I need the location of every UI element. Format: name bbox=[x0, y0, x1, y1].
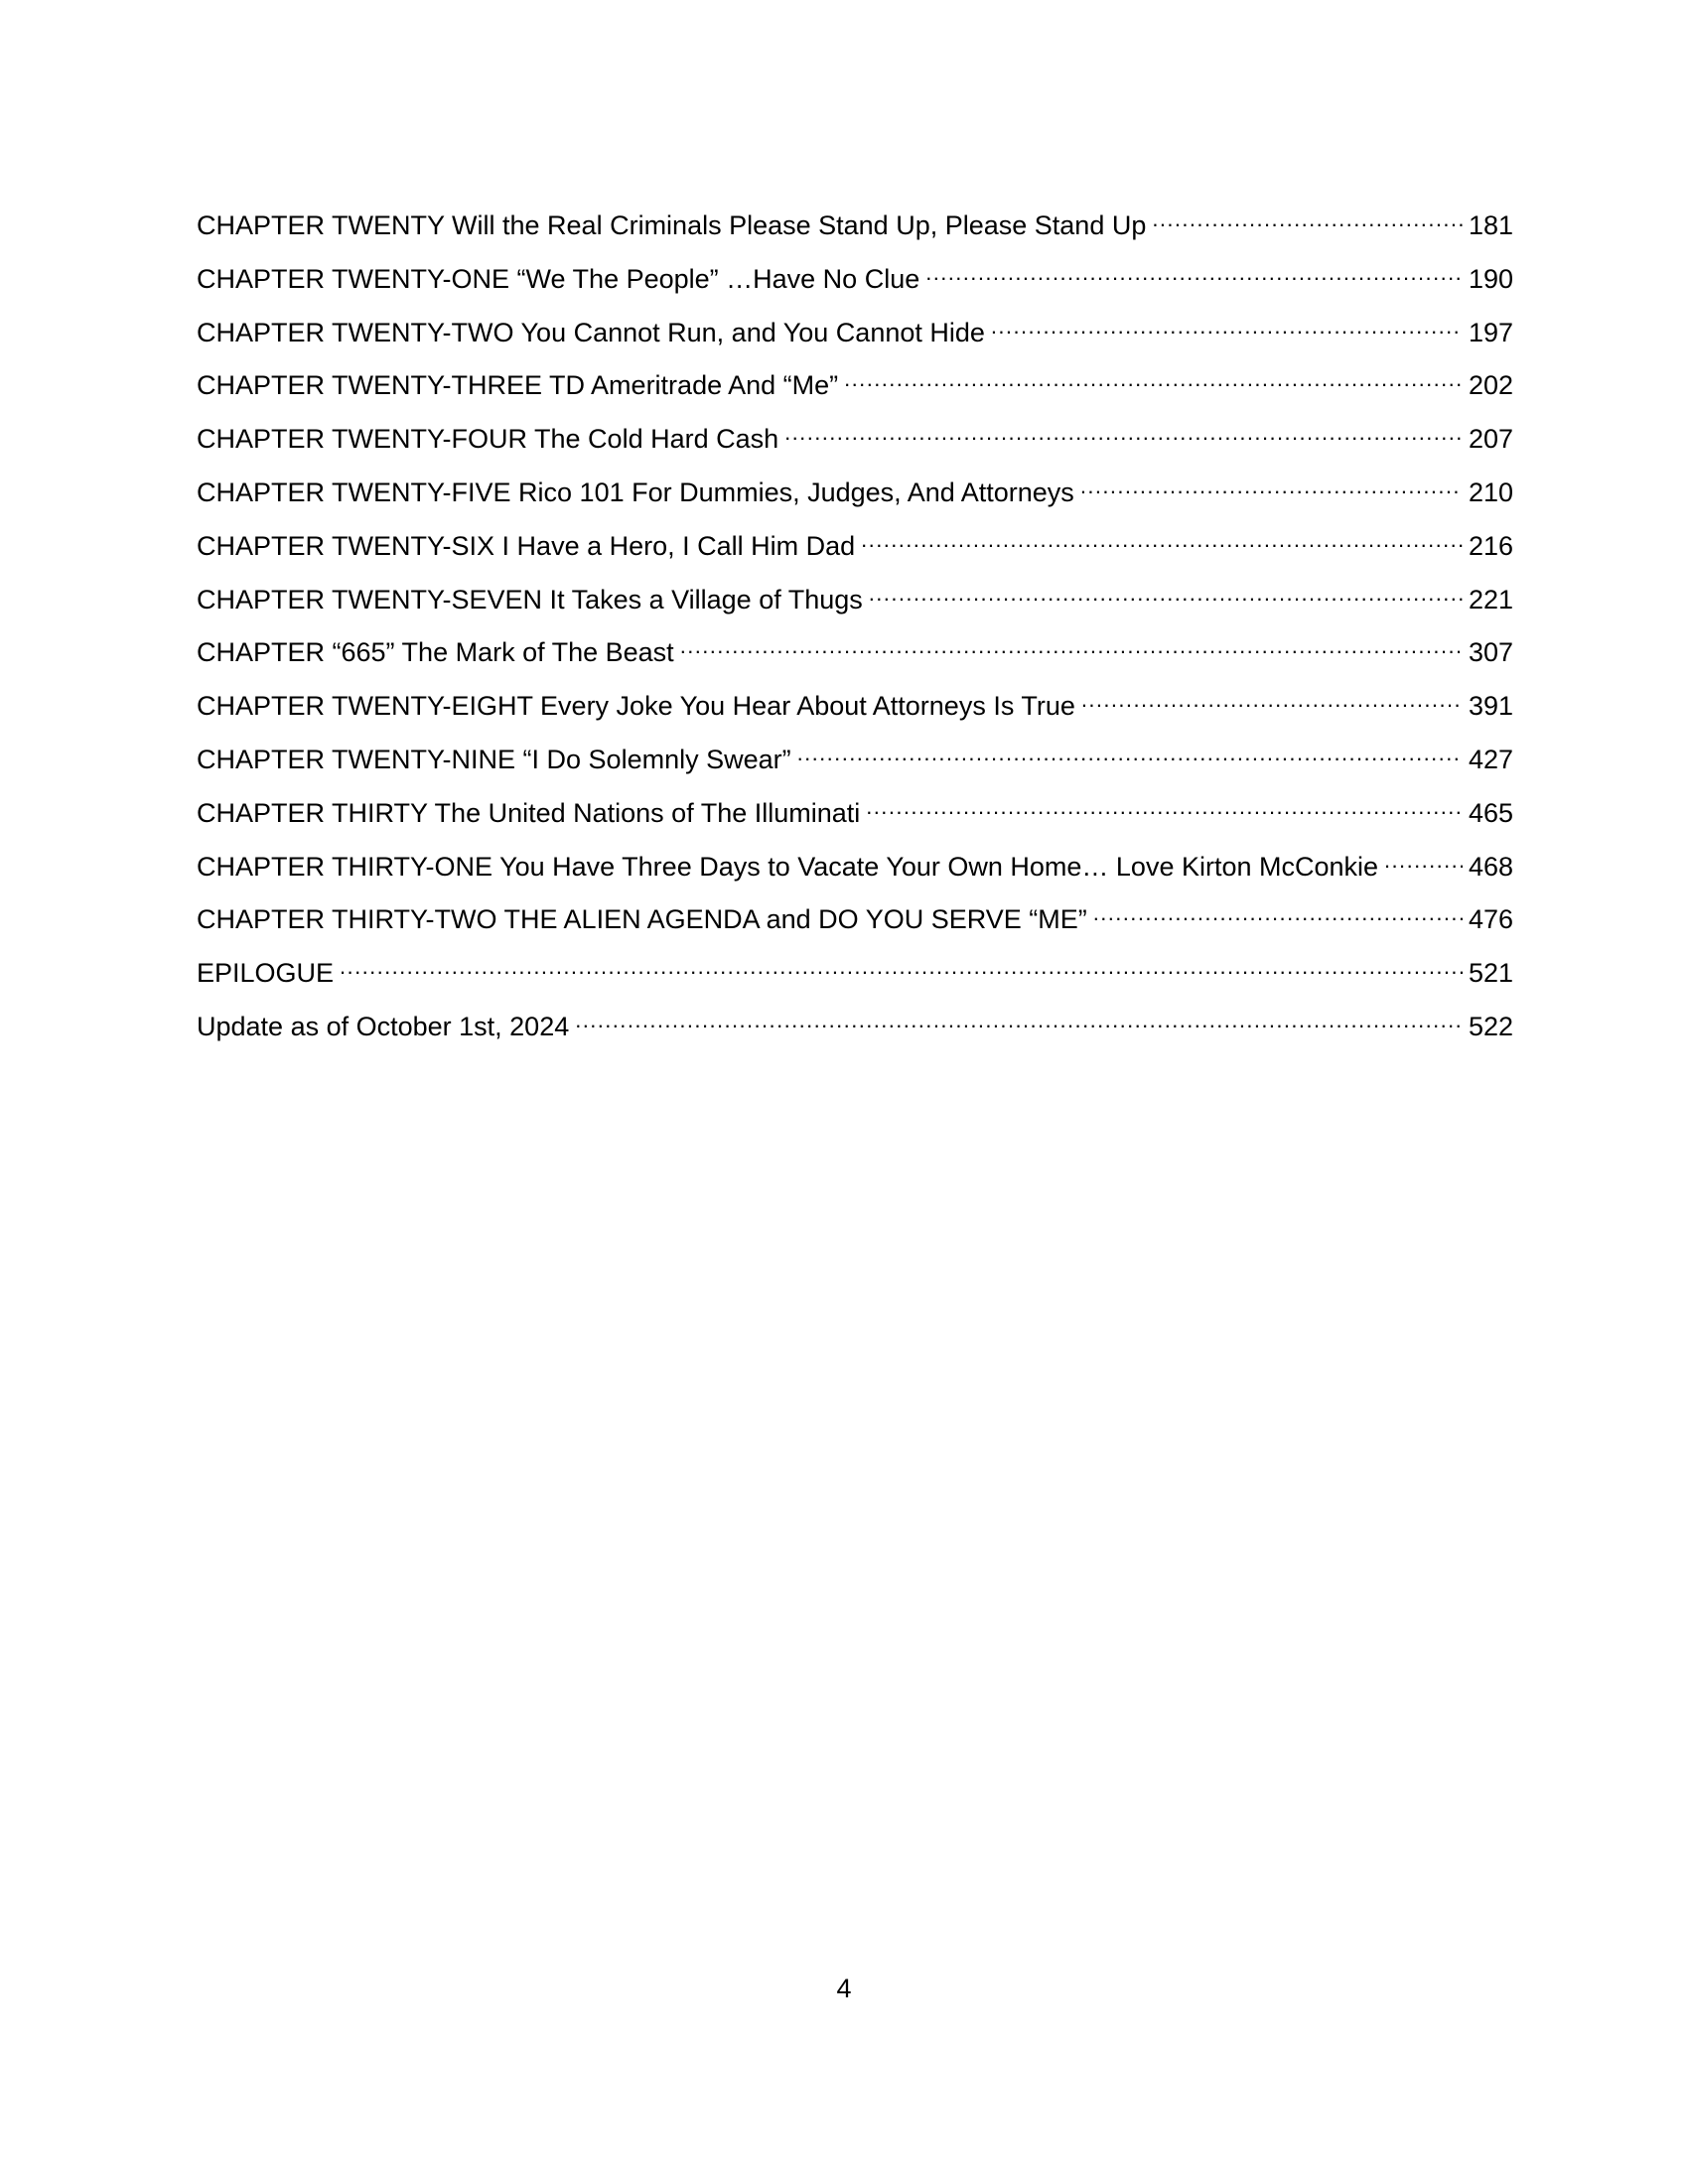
toc-entry-page: 221 bbox=[1468, 584, 1513, 614]
toc-entry-page: 427 bbox=[1468, 744, 1513, 774]
toc-dot-leader bbox=[844, 356, 1463, 394]
toc-entry-page: 207 bbox=[1468, 424, 1513, 455]
toc-entry[interactable] bbox=[197, 356, 1513, 410]
toc-entry[interactable] bbox=[197, 464, 1513, 517]
toc-entry-page: 190 bbox=[1468, 263, 1513, 294]
toc-entry-title: CHAPTER TWENTY-ONE “We The People” …Have No Clue bbox=[197, 263, 920, 294]
toc-entry-title: CHAPTER TWENTY-EIGHT Every Joke You Hear About Attorneys Is True bbox=[197, 691, 1075, 722]
toc-entry-page: 521 bbox=[1468, 958, 1513, 989]
toc-entry-title: CHAPTER TWENTY-SEVEN It Takes a Village of Thugs bbox=[197, 584, 863, 614]
toc-dot-leader bbox=[1081, 677, 1463, 715]
toc-entry[interactable] bbox=[197, 944, 1513, 998]
toc-dot-leader bbox=[575, 998, 1463, 1035]
toc-entry-page: 465 bbox=[1468, 797, 1513, 828]
toc-dot-leader bbox=[925, 250, 1463, 288]
toc-entry-page: 307 bbox=[1468, 637, 1513, 668]
toc-entry-title: CHAPTER THIRTY The United Nations of The Illuminati bbox=[197, 797, 861, 828]
toc-entry[interactable] bbox=[197, 197, 1513, 250]
toc-dot-leader bbox=[1093, 890, 1463, 928]
toc-entry-title: CHAPTER TWENTY-NINE “I Do Solemnly Swear” bbox=[197, 744, 791, 774]
toc-dot-leader bbox=[340, 944, 1463, 982]
toc-entry-title: CHAPTER “665” The Mark of The Beast bbox=[197, 637, 674, 668]
toc-entry[interactable] bbox=[197, 517, 1513, 571]
toc-entry-title: EPILOGUE bbox=[197, 958, 335, 989]
toc-entry[interactable] bbox=[197, 677, 1513, 731]
toc-dot-leader bbox=[991, 304, 1463, 341]
toc-entry[interactable] bbox=[197, 731, 1513, 784]
toc-entry[interactable] bbox=[197, 890, 1513, 944]
toc-entry-title: CHAPTER TWENTY-THREE TD Ameritrade And “Me” bbox=[197, 370, 839, 401]
toc-entry-page: 522 bbox=[1468, 1011, 1513, 1041]
toc-entry-title: CHAPTER THIRTY-ONE You Have Three Days to Vacate Your Own Home… Love Kirton McConkie bbox=[197, 851, 1379, 882]
toc-entry-page: 216 bbox=[1468, 530, 1513, 561]
toc-entry-page: 391 bbox=[1468, 691, 1513, 722]
toc-entry-page: 210 bbox=[1468, 477, 1513, 507]
page-number: 4 bbox=[836, 1974, 852, 2003]
toc-dot-leader bbox=[869, 571, 1463, 609]
toc-entry-title: Update as of October 1st, 2024 bbox=[197, 1011, 570, 1041]
toc-dot-leader bbox=[1384, 838, 1463, 876]
toc-entry-page: 202 bbox=[1468, 370, 1513, 401]
toc-entry-page: 476 bbox=[1468, 904, 1513, 935]
toc-dot-leader bbox=[1080, 464, 1463, 501]
toc-entry[interactable] bbox=[197, 838, 1513, 891]
toc-entry[interactable] bbox=[197, 571, 1513, 624]
toc-entry-page: 468 bbox=[1468, 851, 1513, 882]
toc-entry-page: 197 bbox=[1468, 317, 1513, 347]
toc-dot-leader bbox=[861, 517, 1463, 555]
toc-entry-title: CHAPTER THIRTY-TWO THE ALIEN AGENDA and DO YOU SERVE “ME” bbox=[197, 904, 1087, 935]
toc-entry-title: CHAPTER TWENTY-SIX I Have a Hero, I Call Him Dad bbox=[197, 530, 856, 561]
toc-entry[interactable] bbox=[197, 998, 1513, 1051]
toc-entry-title: CHAPTER TWENTY Will the Real Criminals Please Stand Up, Please Stand Up bbox=[197, 210, 1147, 240]
toc-entry[interactable] bbox=[197, 304, 1513, 357]
toc-entry[interactable] bbox=[197, 250, 1513, 304]
toc-entry-title: CHAPTER TWENTY-FOUR The Cold Hard Cash bbox=[197, 424, 779, 455]
toc-dot-leader bbox=[784, 410, 1463, 448]
toc-entry[interactable] bbox=[197, 784, 1513, 838]
toc-entry[interactable] bbox=[197, 623, 1513, 677]
toc-dot-leader bbox=[1152, 197, 1463, 234]
toc-entry-title: CHAPTER TWENTY-TWO You Cannot Run, and You Cannot Hide bbox=[197, 317, 985, 347]
toc-dot-leader bbox=[797, 731, 1463, 768]
toc-entry[interactable] bbox=[197, 410, 1513, 464]
toc-dot-leader bbox=[866, 784, 1463, 822]
toc-dot-leader bbox=[680, 623, 1463, 661]
toc-entry-page: 181 bbox=[1468, 210, 1513, 240]
table-of-contents bbox=[197, 197, 1513, 1051]
toc-entry-title: CHAPTER TWENTY-FIVE Rico 101 For Dummies, Judges, And Attorneys bbox=[197, 477, 1074, 507]
